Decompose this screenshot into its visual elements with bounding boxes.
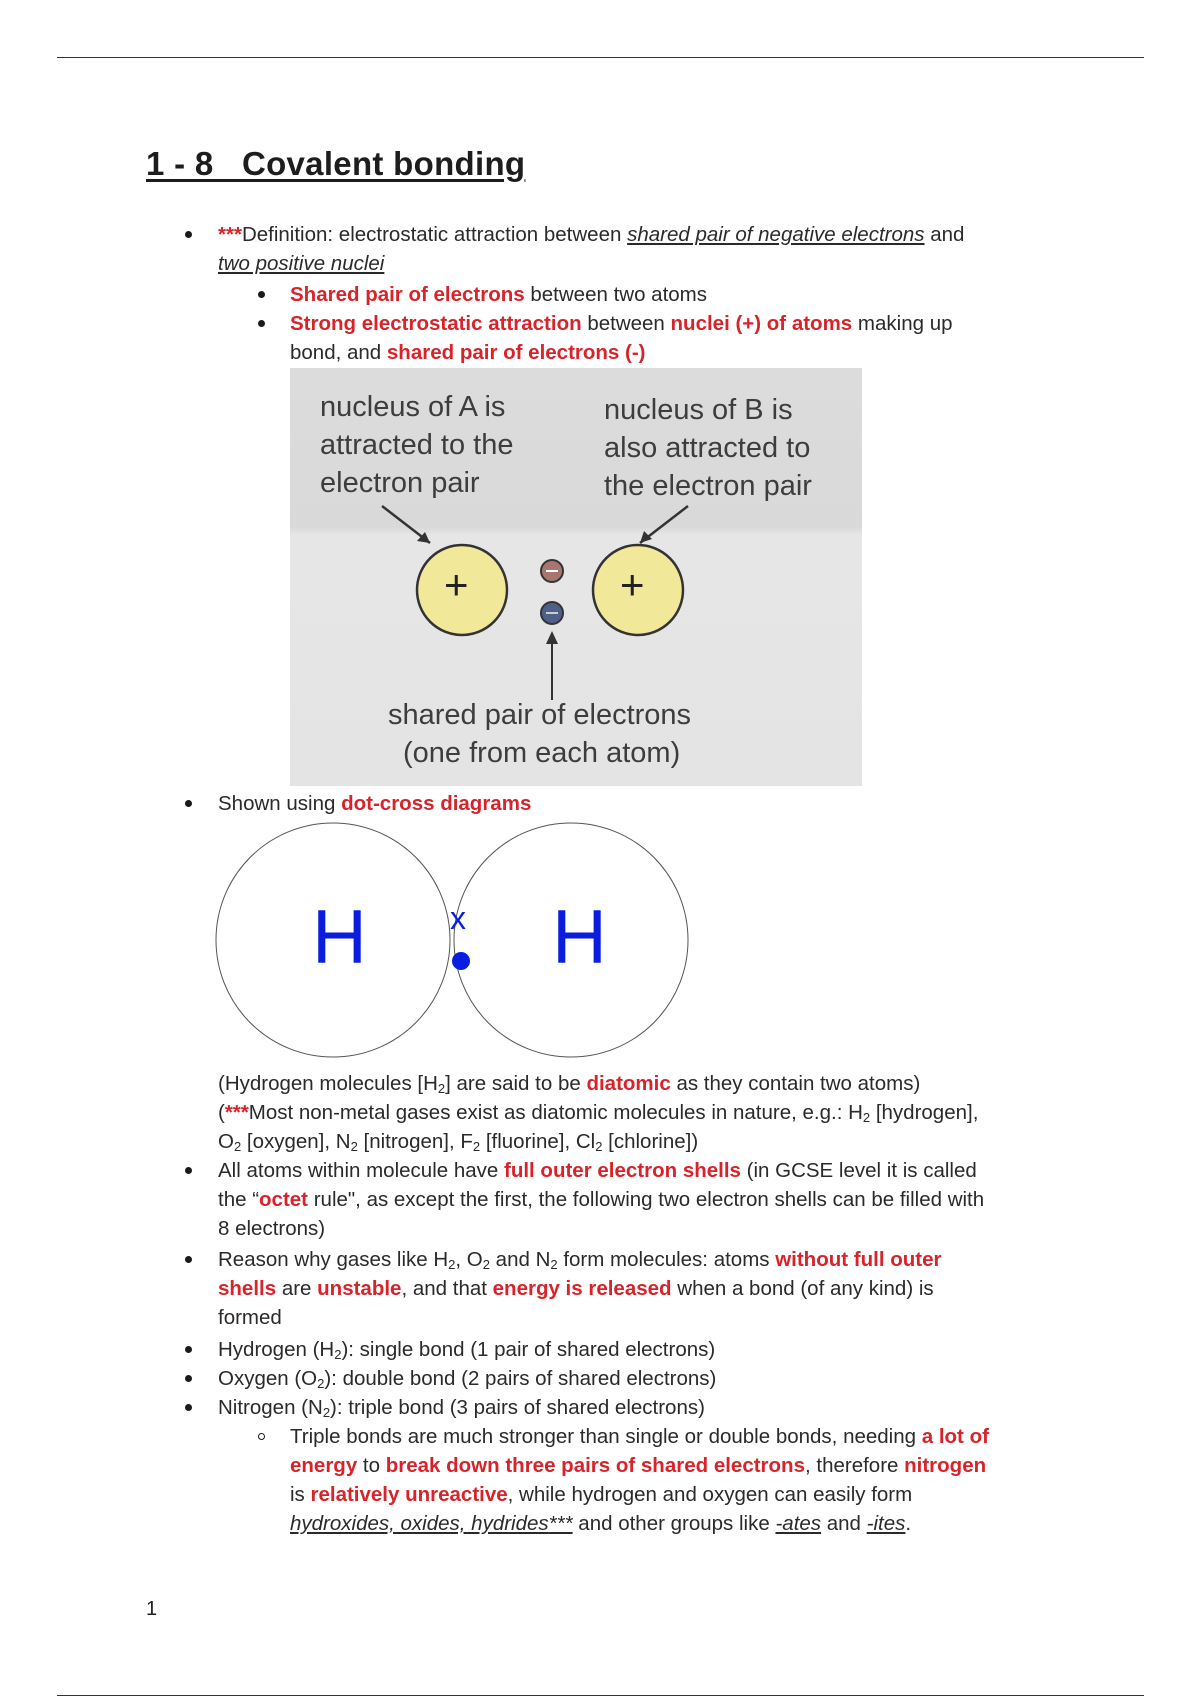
oxygen-bond-text: Oxygen $(O_2)$: double bond (2 pairs of shared electrons) xyxy=(218,1367,717,1391)
header-rule xyxy=(57,57,1144,58)
sub-bullet-circle xyxy=(258,1433,265,1440)
definition-text: ***Definition: electrostatic attraction between shared pair of negative electrons and two positive nuclei xyxy=(218,223,965,275)
atom-h-left: H xyxy=(312,895,367,980)
bullet xyxy=(185,231,192,238)
page-title: 1 - 8 Covalent bonding xyxy=(146,145,526,182)
label-one-from-each: (one from each atom) xyxy=(403,737,681,769)
label-nucleus-b: nucleus of B is also attracted to the electron pair xyxy=(604,394,812,502)
electron-dot xyxy=(452,952,470,970)
bullet xyxy=(185,1167,192,1174)
bullet xyxy=(258,320,265,327)
arrow-c-head xyxy=(546,631,558,644)
atom-h-right: H xyxy=(552,895,607,980)
sub-point-shared-pair: Shared pair of electrons between two atoms xyxy=(290,283,708,306)
label-shared-pair: shared pair of electrons xyxy=(388,699,692,731)
footer-rule xyxy=(57,1695,1144,1696)
hydrogen-bond-text: Hydrogen $(H_2)$: single bond (1 pair of shared electrons) xyxy=(218,1338,716,1362)
bullet xyxy=(185,800,192,807)
h2-dot-cross-diagram xyxy=(215,820,705,1070)
label-nucleus-a: nucleus of A is attracted to the electron pair xyxy=(320,391,514,499)
bullet xyxy=(258,291,265,298)
arrow-b-head xyxy=(640,531,652,543)
plus-b: + xyxy=(620,561,645,608)
nitrogen-bond-text: Nitrogen $(N_2)$: triple bond (3 pairs of shared electrons) xyxy=(218,1396,705,1420)
electron-cross: x xyxy=(450,900,466,936)
bullet xyxy=(185,1404,192,1411)
bullet xyxy=(185,1256,192,1263)
octet-text: All atoms within molecule have full outer electron shells (in GCSE level it is called the “octet rule", as except the first, the following two electron shells can be filled with 8 electrons) xyxy=(218,1159,985,1240)
dot-cross-text: Shown using dot-cross diagrams xyxy=(218,792,532,815)
bullet xyxy=(185,1375,192,1382)
page-number: 1 xyxy=(146,1598,158,1620)
sub-point-attraction: Strong electrostatic attraction between nuclei (+) of atoms making up bond, and shared pair of electrons (-) xyxy=(290,312,953,364)
plus-a: + xyxy=(444,561,469,608)
reason-text: Reason why gases like $H_2$, $O_2$ and $N_2$ form molecules: atoms without full outer shells are unstable, and that energy is released when a bond (of any kind) is formed xyxy=(218,1248,942,1329)
bullet xyxy=(185,1346,192,1353)
triple-bond-text: Triple bonds are much stronger than single or double bonds, needing a lot of energy to break down three pairs of shared electrons, therefore nitrogen is relatively unreactive, while hydrogen and oxygen can easily form hydroxides, oxides, hydrides*** and other groups like -ates and -ites. xyxy=(290,1425,989,1535)
diatomic-note: (Hydrogen molecules $[H_2]$ are said to be diatomic as they contain two atoms) (***Most non-metal gases exist as diatomic molecules in nature, e.g.: $H_2$ [hydrogen], $O_2$ [oxygen], $N_2$ [nitrogen], $F_2$ [fluorine], $Cl_2$ [chlorine]) xyxy=(218,1072,979,1154)
covalent-bond-photo xyxy=(290,368,862,786)
